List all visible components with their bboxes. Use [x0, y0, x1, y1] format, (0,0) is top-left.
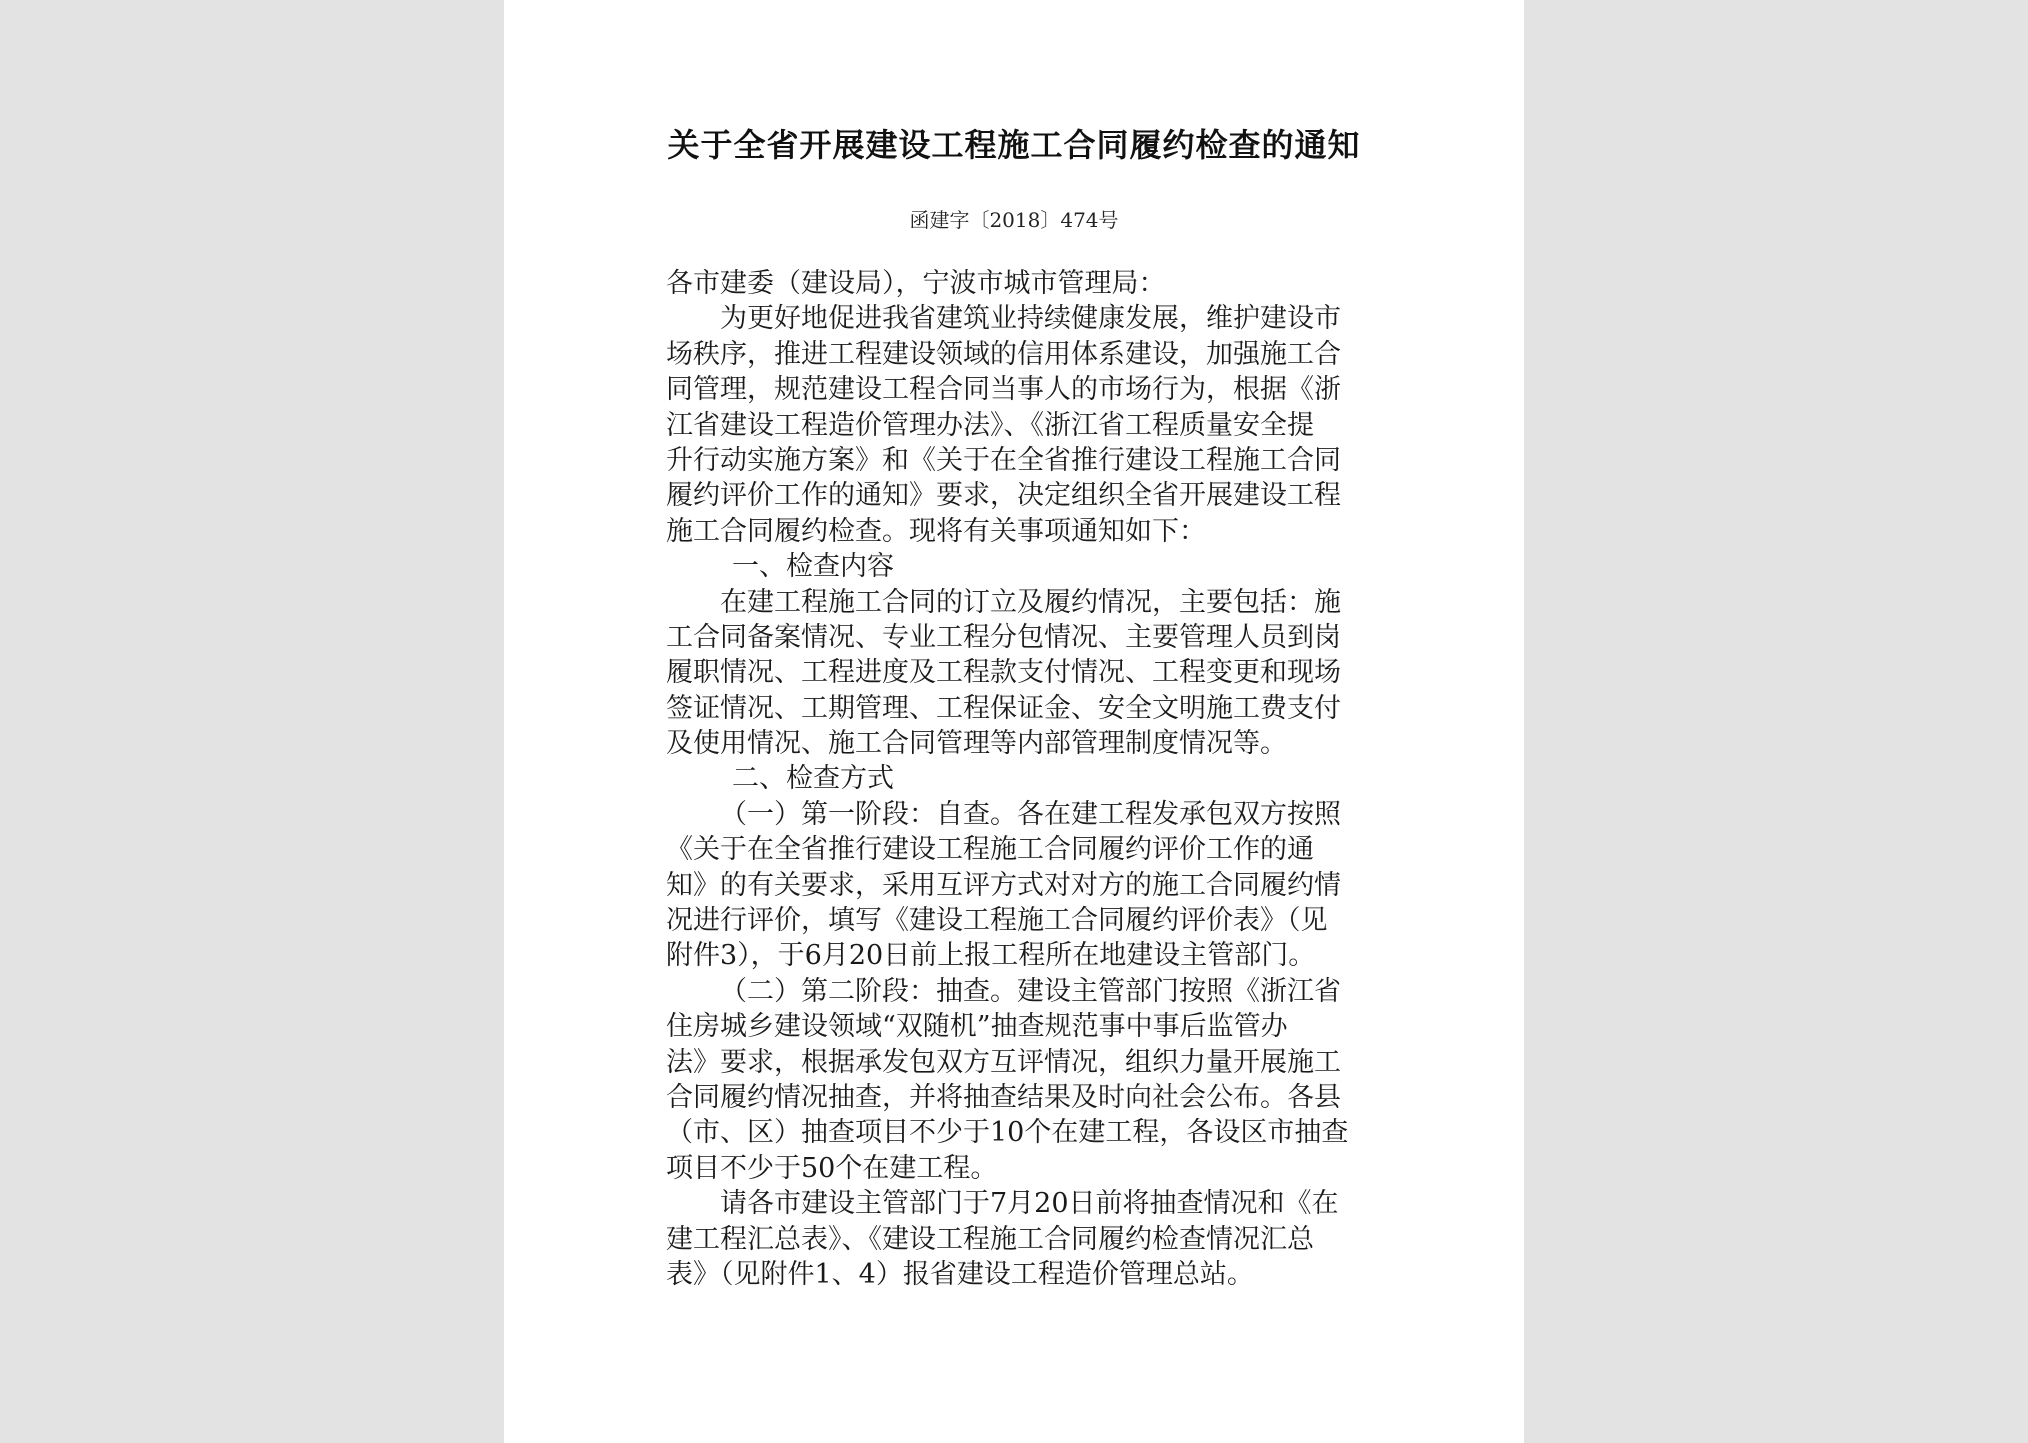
- body-line: 况进行评价，填写《建设工程施工合同履约评价表》（见: [666, 905, 1328, 937]
- body-line: （一）第一阶段：自查。各在建工程发承包双方按照: [720, 798, 1341, 830]
- body-line: 二、检查方式: [732, 763, 894, 795]
- body-line: （市、区）抽查项目不少于10个在建工程，各设区市抽查: [666, 1117, 1349, 1149]
- document-body: [666, 266, 1366, 1292]
- body-line: 在建工程施工合同的订立及履约情况，主要包括：施: [720, 586, 1341, 618]
- body-line: 各市建委（建设局），宁波市城市管理局：: [666, 268, 1166, 299]
- body-line: 施工合同履约检查。现将有关事项通知如下：: [666, 515, 1206, 547]
- body-line: 工合同备案情况、专业工程分包情况、主要管理人员到岗: [666, 621, 1341, 653]
- document-page: [504, 0, 1524, 1443]
- body-line: 为更好地促进我省建筑业持续健康发展，维护建设市: [720, 303, 1341, 335]
- body-line: 建工程汇总表》、《建设工程施工合同履约检查情况汇总: [666, 1223, 1314, 1255]
- body-line: 项目不少于50个在建工程。: [666, 1152, 998, 1184]
- body-line: 江省建设工程造价管理办法》、《浙江省工程质量安全提: [666, 409, 1314, 441]
- body-line: 履约评价工作的通知》要求，决定组织全省开展建设工程: [666, 480, 1341, 512]
- body-line: 《关于在全省推行建设工程施工合同履约评价工作的通: [666, 834, 1314, 866]
- document-number: 函建字〔2018〕474号: [909, 208, 1119, 232]
- body-line: 及使用情况、施工合同管理等内部管理制度情况等。: [666, 728, 1287, 760]
- body-line: 合同履约情况抽查，并将抽查结果及时向社会公布。各县: [666, 1081, 1341, 1113]
- body-line: 升行动实施方案》和《关于在全省推行建设工程施工合同: [666, 444, 1341, 476]
- body-line: 表》（见附件1、4）报省建设工程造价管理总站。: [666, 1258, 1254, 1290]
- document-title: 关于全省开展建设工程施工合同履约检查的通知: [667, 126, 1361, 164]
- body-line: 同管理，规范建设工程合同当事人的市场行为，根据《浙: [666, 374, 1341, 406]
- body-line: 附件3），于6月20日前上报工程所在地建设主管部门。: [666, 940, 1316, 972]
- body-line: 履职情况、工程进度及工程款支付情况、工程变更和现场: [666, 657, 1341, 689]
- body-line: 知》的有关要求，采用互评方式对对方的施工合同履约情: [666, 869, 1341, 901]
- body-line: （二）第二阶段：抽查。建设主管部门按照《浙江省: [720, 975, 1341, 1007]
- body-line: 一、检查内容: [732, 551, 894, 583]
- body-line: 签证情况、工期管理、工程保证金、安全文明施工费支付: [666, 692, 1341, 724]
- body-line: 法》要求，根据承发包双方互评情况，组织力量开展施工: [666, 1046, 1341, 1078]
- body-line: 住房城乡建设领域“双随机”抽查规范事中事后监管办: [666, 1011, 1288, 1043]
- body-line: 场秩序，推进工程建设领域的信用体系建设，加强施工合: [666, 338, 1341, 370]
- body-line: 请各市建设主管部门于7月20日前将抽查情况和《在: [720, 1188, 1339, 1220]
